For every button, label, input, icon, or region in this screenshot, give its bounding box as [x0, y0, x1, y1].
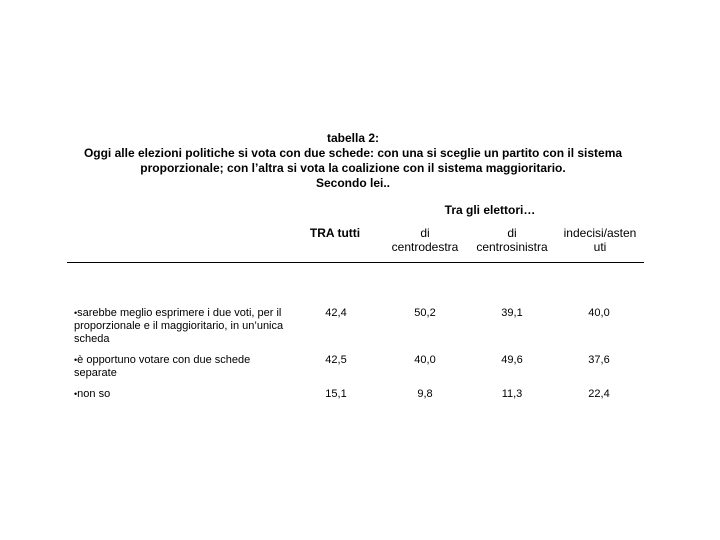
col-header-line1: indecisi/asten [563, 226, 637, 240]
col-header-indecisi [555, 226, 645, 254]
header-divider [67, 262, 644, 263]
cell-centrodestra: 50,2 [414, 307, 436, 319]
cell-indecisi: 22,4 [588, 388, 610, 400]
row-label [74, 388, 294, 401]
row-label-text: sarebbe meglio esprimere i due voti, per il proporzionale e il maggioritario, in un’unica scheda [74, 307, 284, 345]
cell-indecisi: 40,0 [588, 307, 610, 319]
bullet-icon: • [74, 308, 78, 318]
cell-centrodestra: 9,8 [417, 388, 433, 400]
group-header: Tra gli elettori… [444, 203, 536, 217]
bullet-icon: • [74, 355, 78, 365]
title-line-1: tabella 2: [326, 131, 380, 145]
bullet-icon: • [74, 389, 78, 399]
cell-tutti: 42,5 [325, 354, 347, 366]
cell-indecisi: 37,6 [588, 354, 610, 366]
col-header-line2: centrosinistra [476, 240, 548, 254]
col-header-centrodestra [380, 226, 470, 254]
cell-centrosinistra: 11,3 [501, 388, 523, 400]
title-line-4: Secondo lei.. [315, 176, 390, 190]
col-header-tutti [300, 226, 370, 240]
col-header-line1: TRA tutti [309, 226, 361, 240]
col-header-line2: centrodestra [391, 240, 459, 254]
row-label-text: è opportuno votare con due schede separate [74, 354, 251, 379]
cell-tutti: 42,4 [325, 307, 347, 319]
cell-centrosinistra: 39,1 [501, 307, 523, 319]
row-label-text: non so [77, 388, 111, 400]
col-header-line1: di [420, 226, 430, 240]
row-label [74, 354, 264, 380]
table-title [60, 131, 646, 191]
title-line-3: proporzionale; con l’altra si vota la coalizione con il sistema maggioritario. [140, 161, 566, 175]
cell-tutti: 15,1 [325, 388, 347, 400]
cell-centrosinistra: 49,6 [501, 354, 523, 366]
col-header-centrosinistra [467, 226, 557, 254]
row-label [74, 307, 294, 346]
cell-centrodestra: 40,0 [414, 354, 436, 366]
title-line-2: Oggi alle elezioni politiche si vota con due schede: con una si sceglie un partito con il sistema [83, 146, 623, 160]
col-header-line2: uti [593, 240, 607, 254]
col-header-line1: di [507, 226, 517, 240]
